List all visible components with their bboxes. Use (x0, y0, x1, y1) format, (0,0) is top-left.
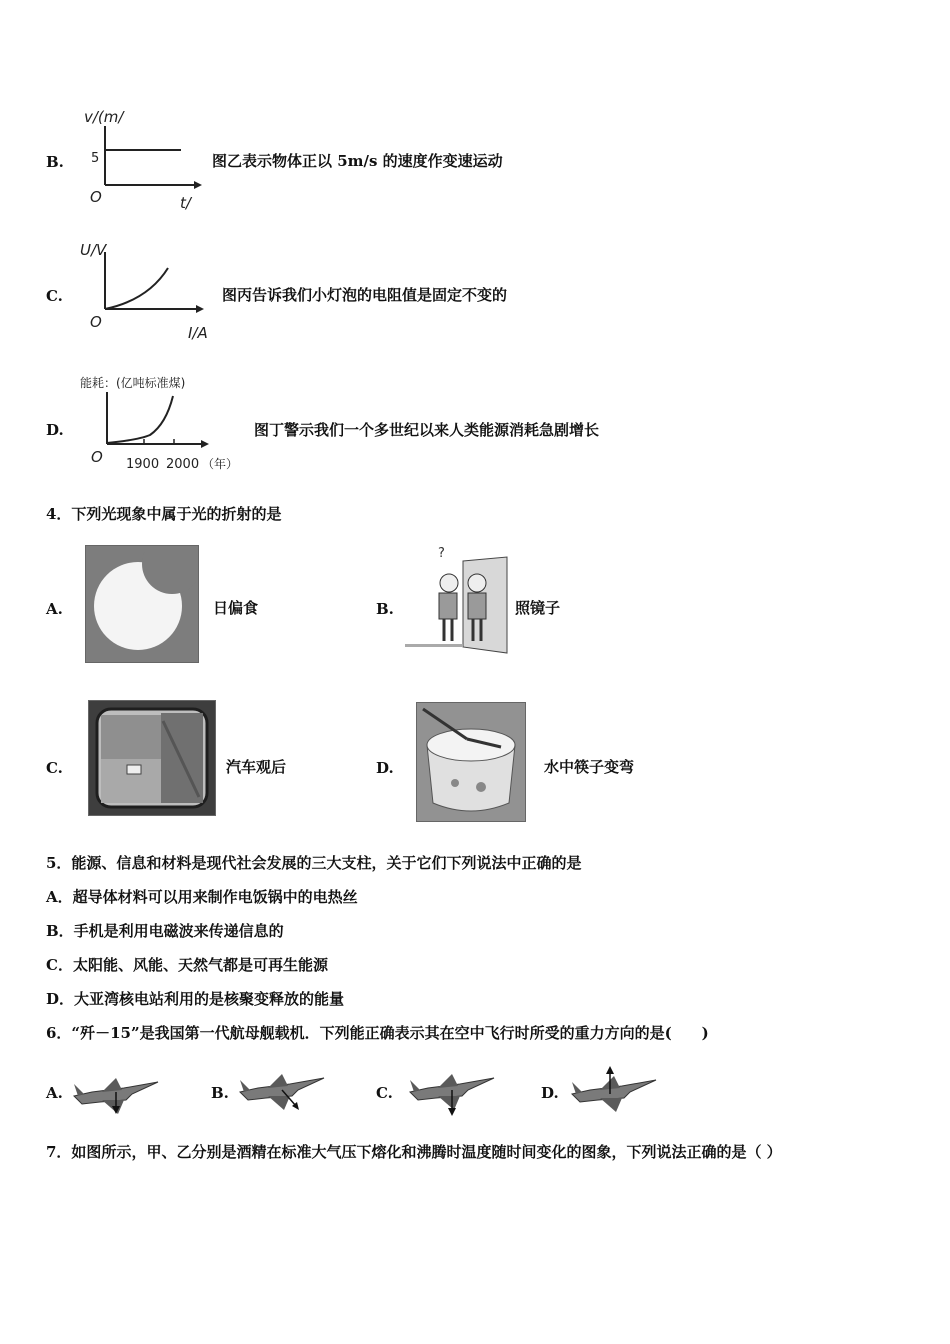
graph-b-xlabel: t/ (180, 194, 191, 212)
q6-option-c-letter: C. (376, 1084, 393, 1102)
graph-d-xtick-1900: 1900 (126, 457, 160, 472)
q3-option-d-text: 图丁警示我们一个多世纪以来人类能源消耗急剧增长 (254, 421, 600, 439)
q5-option-b: B．手机是利用电磁波来传递信息的 (46, 922, 284, 940)
solar-eclipse-image (85, 545, 199, 663)
graph-c-curve (105, 268, 168, 309)
q3-option-b-graph (78, 104, 208, 212)
graph-d-origin: O (91, 448, 103, 466)
q3-option-c-text: 图丙告诉我们小灯泡的电阻值是固定不变的 (222, 286, 508, 304)
q7-stem: 7．如图所示，甲、乙分别是酒精在标准大气压下熔化和沸腾时温度随时间变化的图象，下列说法正确的是（ ） (46, 1143, 782, 1161)
q4-option-c-text: 汽车观后 (226, 758, 287, 776)
car-mirror-image (88, 700, 216, 816)
q3-option-d-letter: D. (46, 421, 64, 439)
q6-option-a-jet (72, 1074, 162, 1116)
q4-option-a-text: 日偏食 (213, 599, 259, 617)
q5-option-d: D．大亚湾核电站利用的是核聚变释放的能量 (46, 990, 345, 1008)
q6-option-c-jet (408, 1070, 498, 1116)
graph-b-ytick: 5 (91, 151, 100, 166)
q3-option-d-graph (78, 372, 248, 472)
q5-stem: 5．能源、信息和材料是现代社会发展的三大支柱，关于它们下列说法中正确的是 (46, 854, 582, 872)
graph-c-ylabel: U/V (80, 241, 107, 259)
q6-option-b-letter: B. (211, 1084, 229, 1102)
q4-option-a-letter: A. (46, 600, 63, 618)
graph-d-xunit: （年） (202, 457, 239, 471)
graph-b-origin: O (90, 188, 102, 206)
chopsticks-bowl-image (416, 702, 526, 822)
q3-option-c-graph (78, 238, 223, 344)
svg-text:?: ? (438, 546, 445, 561)
graph-c-xlabel: I/A (188, 324, 208, 342)
graph-d-curve (107, 396, 173, 443)
q4-option-d-letter: D. (376, 759, 394, 777)
q4-stem: 4．下列光现象中属于光的折射的是 (46, 505, 282, 523)
q4-option-b-letter: B. (376, 600, 394, 618)
q6-option-d-letter: D. (541, 1084, 559, 1102)
q3-option-b-letter: B. (46, 153, 64, 171)
q6-stem: 6．“歼－15”是我国第一代航母舰载机．下列能正确表示其在空中飞行时所受的重力方向的是( ) (46, 1024, 709, 1042)
q6-option-b-jet (238, 1070, 328, 1112)
graph-d-xtick-2000: 2000 (166, 457, 200, 472)
q3-option-b-text: 图乙表示物体正以 5m/s 的速度作变速运动 (212, 152, 503, 170)
graph-d-ylabel: 能耗：(亿吨标准煤) (80, 376, 186, 390)
q6-option-d-jet (570, 1066, 660, 1114)
q6-option-a-letter: A. (46, 1084, 63, 1102)
graph-c-origin: O (90, 313, 102, 331)
mirror-children-image (405, 543, 510, 655)
q3-option-c-letter: C. (46, 287, 63, 305)
q4-option-d-text: 水中筷子变弯 (544, 758, 635, 776)
q5-option-a: A．超导体材料可以用来制作电饭锅中的电热丝 (46, 888, 358, 906)
graph-b-ylabel: v/(m/ (84, 108, 124, 126)
q4-option-b-text: 照镜子 (515, 599, 561, 617)
q5-option-c: C．太阳能、风能、天然气都是可再生能源 (46, 956, 328, 974)
q4-option-c-letter: C. (46, 759, 63, 777)
